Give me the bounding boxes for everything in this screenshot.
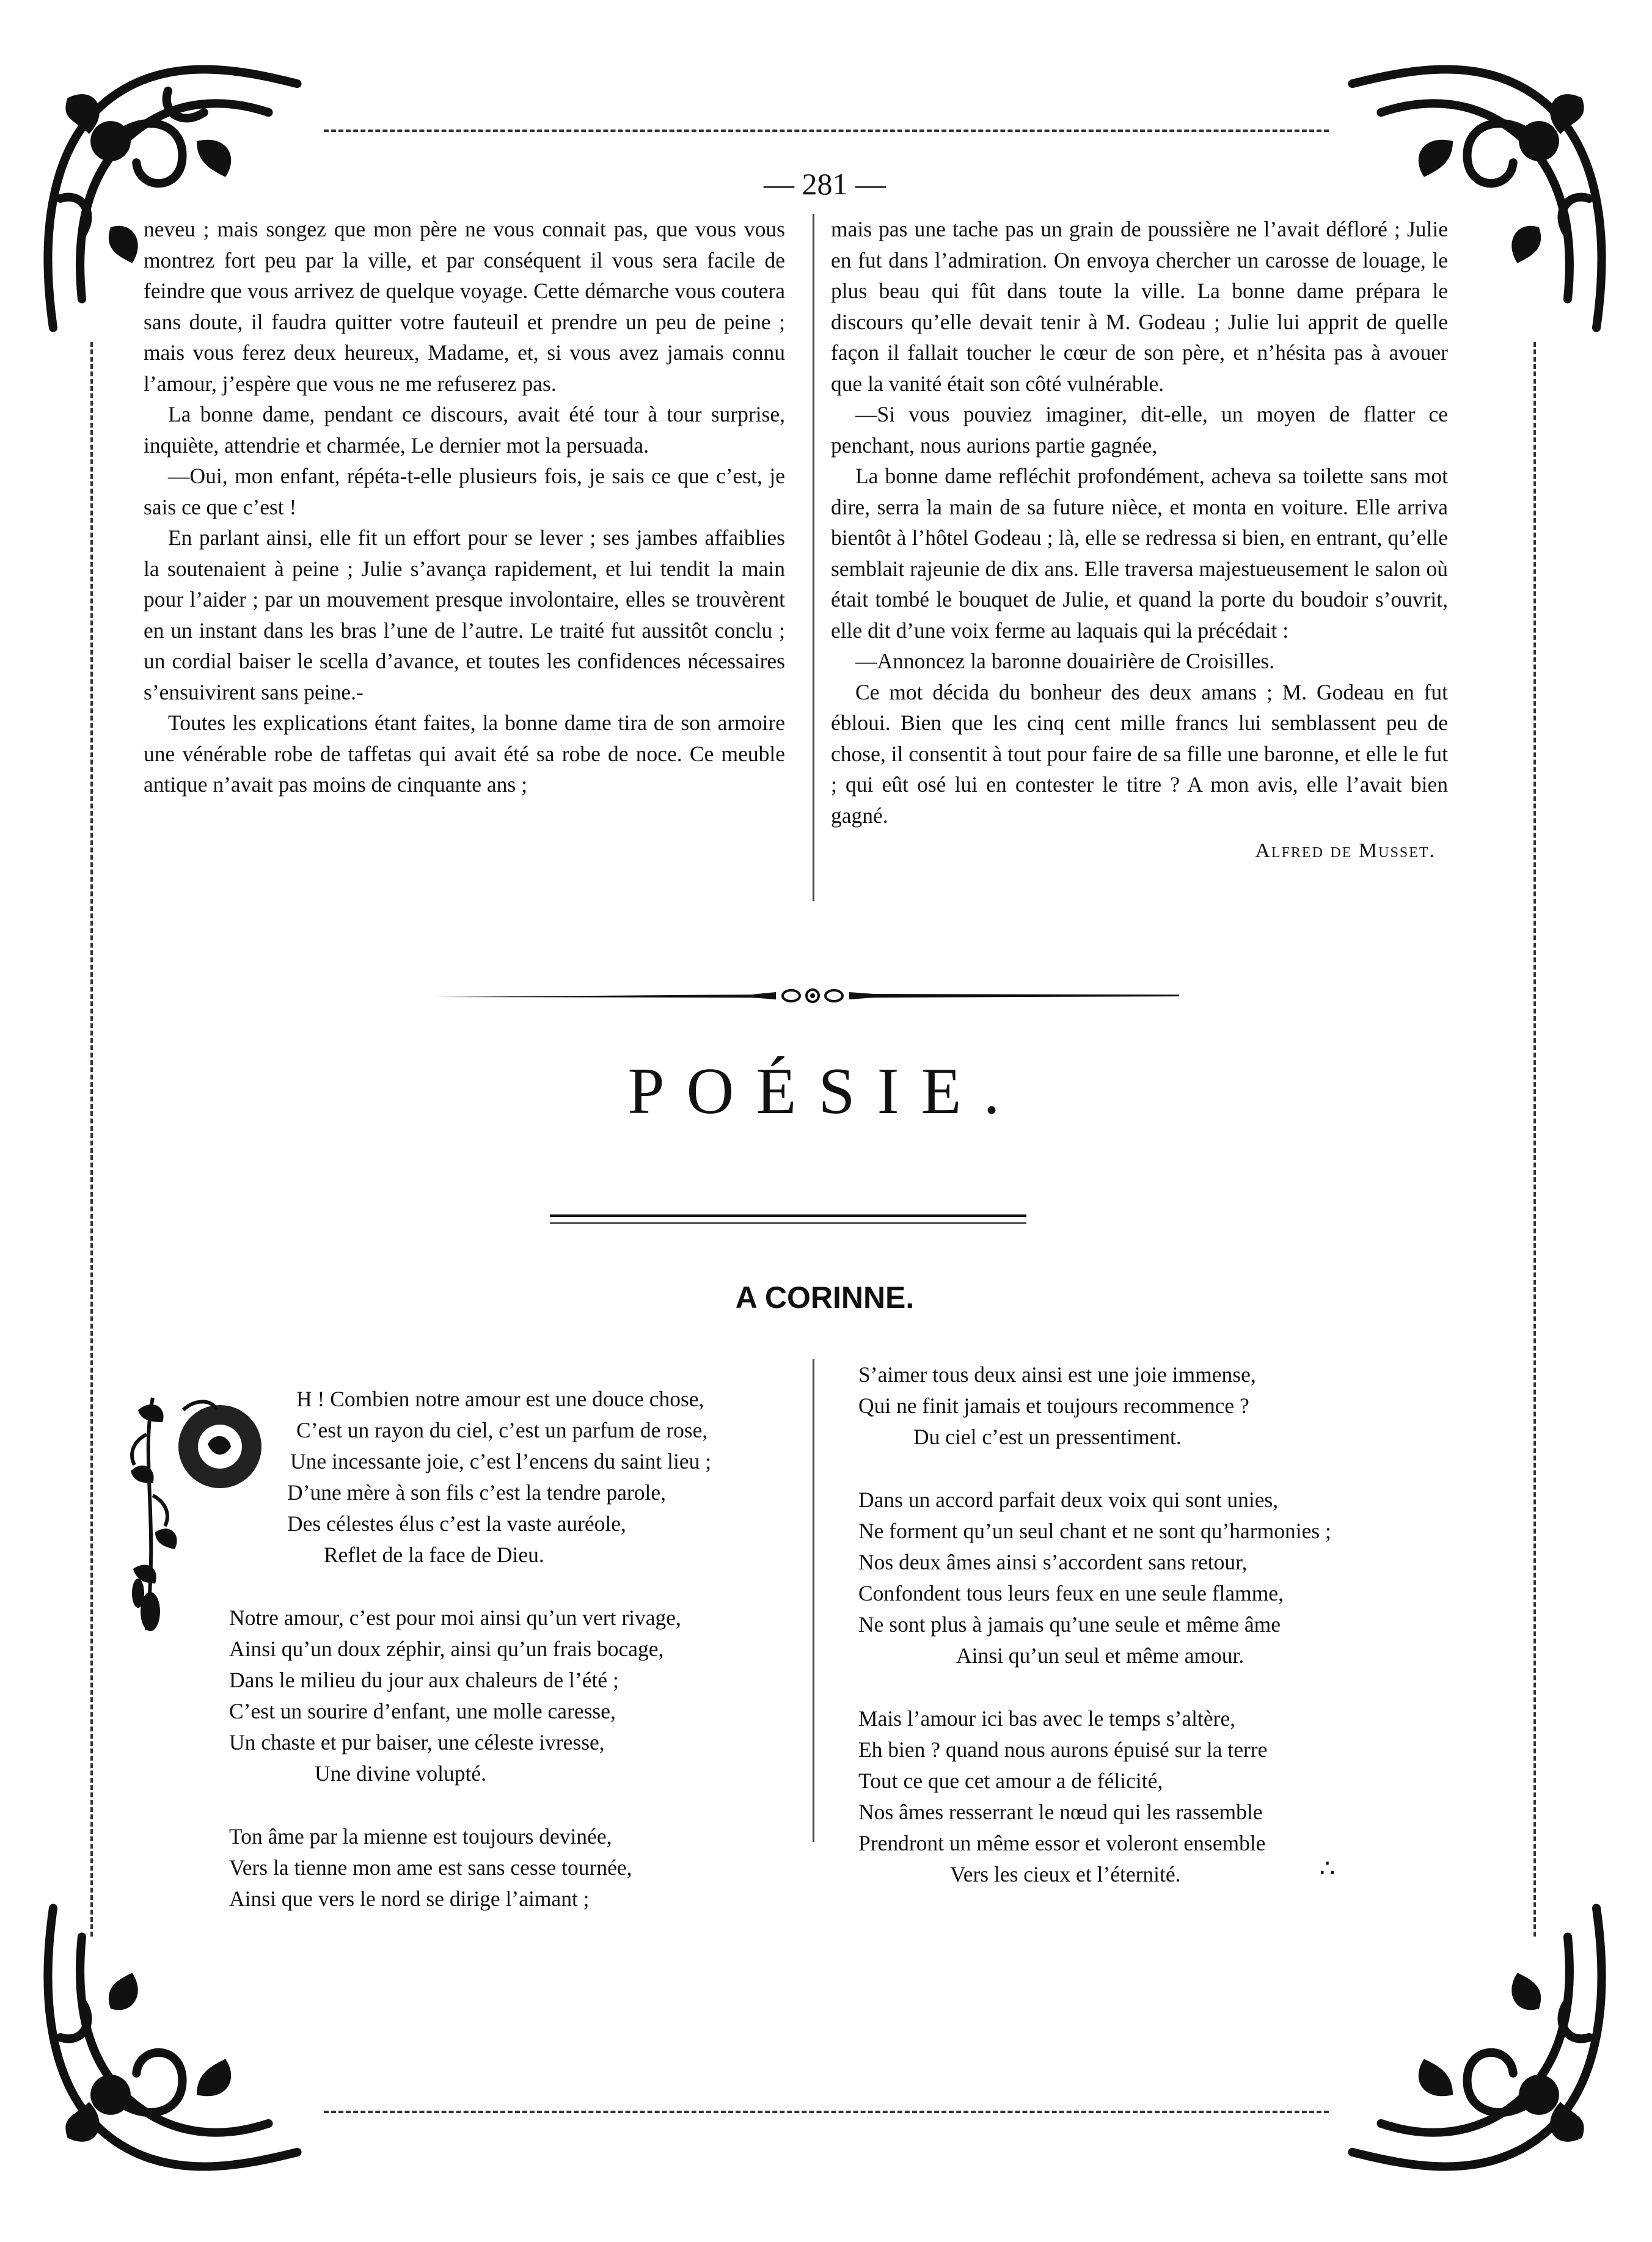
article-paragraph: —Oui, mon enfant, répéta-t-elle plusieurs fois, je sais ce que c’est, je sais ce que c’est !: [144, 464, 785, 519]
frame-bottom-dashed-rule: [324, 2111, 1329, 2113]
page-number: — 281 —: [764, 167, 886, 201]
corner-ornament-bottom-right-icon: [1338, 1894, 1625, 2181]
poem-stanza: [858, 1484, 1469, 1671]
poem-right-column: [858, 1359, 1469, 1922]
author-signature: Alfred de Musset.: [1255, 839, 1436, 862]
poem-line: S’aimer tous deux ainsi est une joie immense,: [858, 1362, 1256, 1387]
article-paragraph: neveu ; mais songez que mon père ne vous connait pas, que vous vous montrez fort peu par la ville, et par conséquent il vous sera facile de feindre que vous arrivez de quelque voyage. Cette démarche vous coutera sans doute, il faudra quitter votre fauteuil et prendre un peu de peine ; mais vous ferez deux heureux, Madame, et, si vous avez jamais connu l’amour, j’espère que vous ne me refuserez pas.: [144, 217, 785, 396]
article-paragraph: mais pas une tache pas un grain de poussière ne l’avait défloré ; Julie en fut dans l’admiration. On envoya chercher un carosse de louage, le plus beau qui fût dans toute la ville. La bonne dame prépara le discours qu’elle devait tenir à M. Godeau ; Julie lui apprit de quelle façon il fallait toucher le cœur de son père, et n’hésita pas à avouer que la vanité était son côté vulnérable.: [831, 217, 1448, 396]
poem-line: Une divine volupté.: [315, 1761, 486, 1786]
poem-stanza: [229, 1602, 779, 1789]
poem-line: Nos deux âmes ainsi s’accordent sans retour,: [858, 1550, 1248, 1574]
poem-stanza: [858, 1359, 1469, 1453]
section-title: POÉSIE.: [627, 1055, 1022, 1128]
article-left-column: [144, 214, 785, 800]
article-paragraph: —Annoncez la baronne douairière de Croisilles.: [855, 649, 1275, 673]
poem-line: Ainsi qu’un seul et même amour.: [956, 1643, 1244, 1668]
poem-left-column: [229, 1384, 779, 1946]
poem-line: D’une mère à son fils c’est la tendre parole,: [287, 1480, 667, 1505]
poem-line: Prendront un même essor et voleront ensemble: [858, 1831, 1266, 1855]
article-paragraph: —Si vous pouviez imaginer, dit-elle, un moyen de flatter ce penchant, nous aurions partie gagnée,: [831, 402, 1448, 458]
poem-line: Du ciel c’est un pressentiment.: [913, 1425, 1182, 1449]
rule-ornament-icon: [434, 977, 1179, 1014]
poem-line: Qui ne finit jamais et toujours recommence ?: [858, 1393, 1249, 1418]
poem-line: C’est un sourire d’enfant, une molle caresse,: [229, 1699, 616, 1723]
poem-line: Dans un accord parfait deux voix qui sont unies,: [858, 1488, 1279, 1512]
poem-line: Ainsi que vers le nord se dirige l’aimant ;: [229, 1886, 590, 1911]
poem-title: A CORINNE.: [735, 1280, 915, 1315]
poem-line: Un chaste et pur baiser, une céleste ivresse,: [229, 1730, 605, 1755]
article-paragraph: Ce mot décida du bonheur des deux amans ; M. Godeau en fut ébloui. Bien que les cinq cent mille francs lui semblassent peu de chose, il consentit à tout pour faire de sa fille une baronne, et elle le fut ; qui eût osé lui en contester le titre ? A mon avis, elle l’avait bien gagné.: [831, 679, 1448, 828]
article-paragraph: La bonne dame refléchit profondément, acheva sa toilette sans mot dire, serra la main de sa future nièce, et monta en voiture. Elle arriva bientôt à l’hôtel Godeau ; là, elle se redressa si bien, en entrant, qu’elle semblait rajeunie de dix ans. Elle traversa majestueusement le salon où était tombé le bouquet de Julie, et quand la porte du boudoir s’ouvrit, elle dit d’une voix ferme au laquais qui la précédait :: [831, 464, 1448, 643]
poem-line: Ne sont plus à jamais qu’une seule et même âme: [858, 1612, 1281, 1637]
poem-line: Des célestes élus c’est la vaste auréole,: [287, 1511, 626, 1536]
poem-column-divider: [813, 1359, 814, 1842]
frame-right-dashed-rule: [1533, 342, 1536, 1937]
article-right-column: [831, 214, 1448, 867]
poem-line: Nos âmes resserrant le nœud qui les rassemble: [858, 1800, 1263, 1824]
poem-stanza: [229, 1384, 779, 1571]
poem-line: Dans le milieu du jour aux chaleurs de l’été ;: [229, 1668, 619, 1692]
poem-line: Mais l’amour ici bas avec le temps s’altère,: [858, 1706, 1236, 1731]
poem-line: Ainsi qu’un doux zéphir, ainsi qu’un frais bocage,: [229, 1637, 664, 1661]
poem-line: Ton âme par la mienne est toujours devinée,: [229, 1824, 612, 1849]
frame-top-dashed-rule: [324, 130, 1329, 132]
poem-line: Vers la tienne mon ame est sans cesse tournée,: [229, 1855, 632, 1880]
poem-stanza: [229, 1821, 779, 1915]
poem-line: Vers les cieux et l’éternité.: [950, 1862, 1181, 1886]
poem-line: Confondent tous leurs feux en une seule flamme,: [858, 1581, 1284, 1605]
poem-line: H ! Combien notre amour est une douce chose,: [296, 1387, 704, 1411]
continuation-mark: ∴: [1320, 1855, 1337, 1882]
article-paragraph: La bonne dame, pendant ce discours, avait été tour à tour surprise, inquiète, attendrie et charmée, Le dernier mot la persuada.: [144, 402, 785, 458]
poem-line: Tout ce que cet amour a de félicité,: [858, 1769, 1163, 1793]
poem-line: Notre amour, c’est pour moi ainsi qu’un vert rivage,: [229, 1605, 681, 1630]
poem-line: Ne forment qu’un seul chant et ne sont qu’harmonies ;: [858, 1519, 1331, 1543]
double-rule-divider: [550, 1214, 1026, 1224]
poem-line: Eh bien ? quand nous aurons épuisé sur la terre: [858, 1737, 1268, 1762]
article-paragraph: Toutes les explications étant faites, la bonne dame tira de son armoire une vénérable robe de taffetas qui avait été sa robe de noce. Ce meuble antique n’avait pas moins de cinquante ans ;: [144, 710, 785, 797]
poem-line: Reflet de la face de Dieu.: [324, 1543, 544, 1567]
article-paragraph: En parlant ainsi, elle fit un effort pour se lever ; ses jambes affaiblies la soutenaient à peine ; Julie s’avança rapidement, et lui tendit la main pour l’aider ; par un mouvement presque involontaire, elles se trouvèrent en un instant dans les bras l’une de l’autre. Le traité fut aussitôt conclu ; un cordial baiser le scella d’avance, et toutes les confidences nécessaires s’ensuivirent sans peine.-: [144, 525, 785, 704]
frame-left-dashed-rule: [90, 342, 93, 1937]
poem-line: Une incessante joie, c’est l’encens du saint lieu ;: [290, 1449, 712, 1473]
poem-stanza: [858, 1703, 1469, 1890]
column-divider: [813, 214, 814, 901]
poem-line: C’est un rayon du ciel, c’est un parfum de rose,: [296, 1418, 708, 1442]
